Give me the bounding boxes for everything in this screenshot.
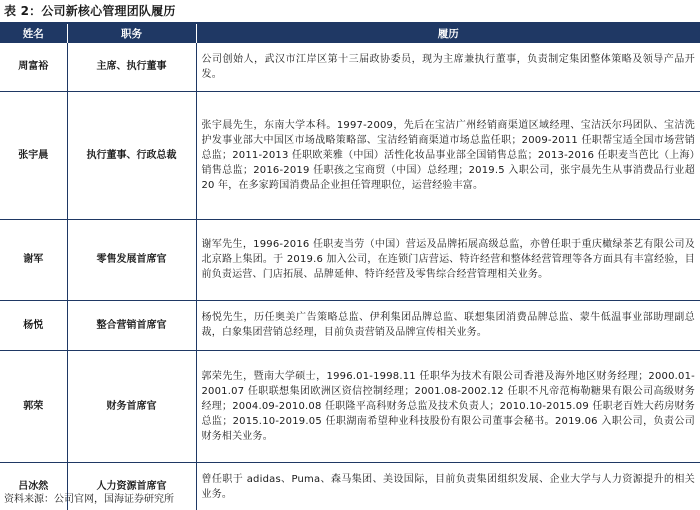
cell-role: 主席、执行董事: [67, 43, 196, 91]
header-role: 职务: [67, 23, 196, 43]
cell-name: 张宇晨: [0, 91, 67, 219]
management-team-table: [0, 22, 700, 510]
cell-bio: 杨悦先生，历任奥美广告策略总监、伊利集团品牌总监、联想集团消费品牌总监、蒙牛低温事业部助理副总裁，白象集团营销总经理，目前负责营销及品牌宣传相关业务。: [196, 300, 700, 350]
cell-bio: 曾任职于 adidas、Puma、森马集团、美设国际，目前负责集团组织发展、企业大学与人力资源提升的相关业务。: [196, 462, 700, 510]
table-row: [0, 43, 700, 91]
cell-name: 郭荣: [0, 350, 67, 462]
cell-bio: 公司创始人，武汉市江岸区第十三届政协委员，现为主席兼执行董事，负责制定集团整体策略及领导产品开发。: [196, 43, 700, 91]
cell-role: 零售发展首席官: [67, 219, 196, 300]
cell-role: 执行董事、行政总裁: [67, 91, 196, 219]
table-caption: 表 2：公司新核心管理团队履历: [4, 4, 176, 18]
cell-role: 人力资源首席官: [67, 462, 196, 510]
table-row: [0, 219, 700, 300]
cell-name: 周富裕: [0, 43, 67, 91]
cell-name: 谢军: [0, 219, 67, 300]
cell-bio: 谢军先生，1996-2016 任职麦当劳（中国）营运及品牌拓展高级总监，亦曾任职于重庆橄绿茶艺有限公司及北京路上集团。于 2019.6 加入公司，在连锁门店营运、特许经营和整体经营管理等各方面具有丰富经验，目前负责运营、门店拓展、品牌延伸、特许经营及零售综合经营管理相关业务。: [196, 219, 700, 300]
cell-role: 整合营销首席官: [67, 300, 196, 350]
cell-bio: 张宇晨先生，东南大学本科。1997-2009，先后在宝洁广州经销商渠道区域经理、宝洁沃尔玛团队、宝洁洗护发事业部大中国区市场战略策略部、宝洁经销商渠道市场总监任职；2009-2011 任职帮宝适全国市场营销总监；2011-2013 任职欧莱雅（中国）活性化妆品事业部全国销售总监；2013-2016 任职麦当芭比（上海）销售总监；2016-2019 任职孩之宝商贸（中国）总经理；2019.5 入职公司，张宇晨先生从事消费品行业超 20 年，在多家跨国消费品企业担任管理职位，运营经验丰富。: [196, 91, 700, 219]
cell-name: 吕冰然: [0, 462, 67, 510]
table-row: [0, 300, 700, 350]
cell-bio: 郭荣先生，暨南大学硕士，1996.01-1998.11 任职华为技术有限公司香港及海外地区财务经理；2000.01-2001.07 任职联想集团欧洲区资信控制经理；2001.08-2002.12 任职不凡帝范梅勒糖果有限公司高级财务经理；2004.09-2010.08 任职隆平高科财务总监及技术负责人；2010.10-2015.09 任职老百姓大药房财务总监；2015.10-2019.05 任职湖南希望种业科技股份有限公司董事会秘书。2019.06 入职公司，负责公司财务相关业务。: [196, 350, 700, 462]
source-note: 资料来源：公司官网，国海证券研究所: [4, 494, 174, 505]
header-bio: 履历: [196, 23, 700, 43]
cell-name: 杨悦: [0, 300, 67, 350]
table-row: [0, 91, 700, 219]
header-name: 姓名: [0, 23, 67, 43]
table-header-row: [0, 23, 700, 43]
table-row: [0, 350, 700, 462]
cell-role: 财务首席官: [67, 350, 196, 462]
